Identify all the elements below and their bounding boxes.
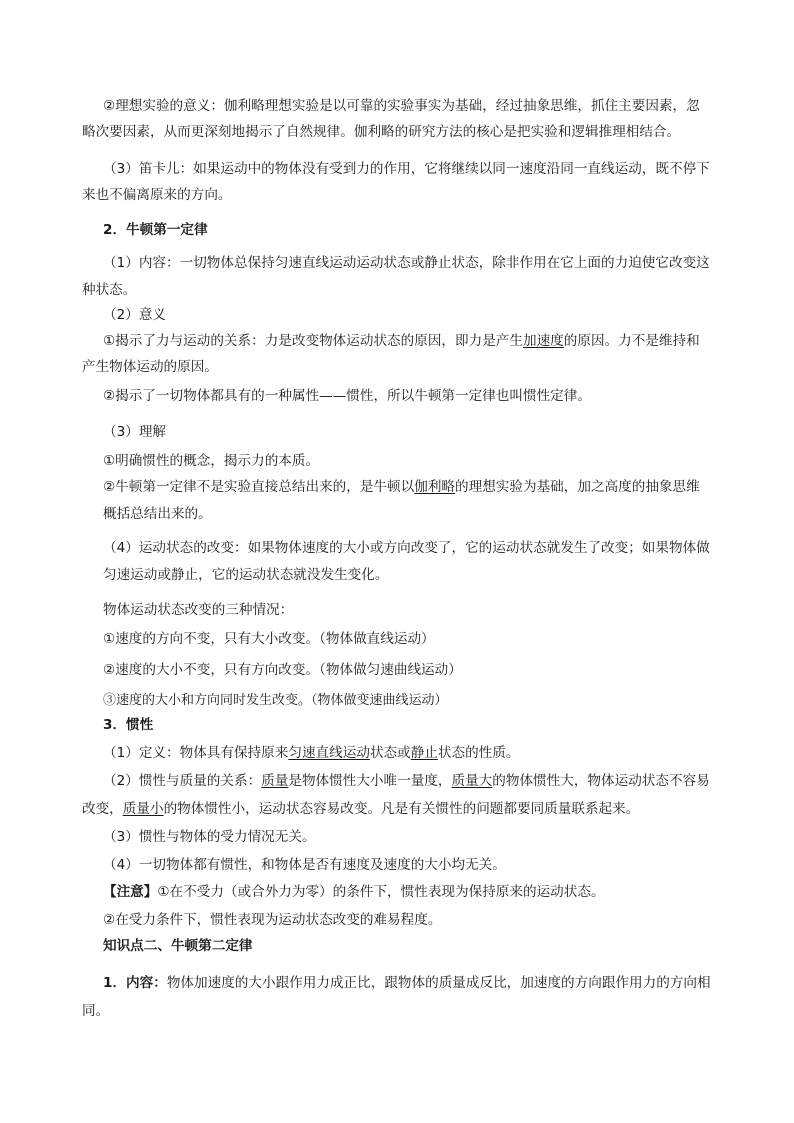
underlined-term: 加速度: [523, 333, 564, 349]
text-segment: （4）运动状态的改变：如果物体速度的大小或方向改变了，它的运动状态就发生了改变；如果物体做: [103, 540, 710, 556]
underlined-term: 质量小: [122, 801, 164, 817]
text-segment: ③速度的大小和方向同时发生改变。（物体做变速曲线运动）: [103, 693, 448, 708]
underlined-term: 质量: [261, 773, 289, 789]
text-segment: 改变，: [82, 801, 123, 817]
bold-text: 1．内容：: [103, 975, 167, 991]
text-segment: 概括总结出来的。: [103, 506, 212, 522]
text-line: [103, 630, 794, 648]
bold-text: 2．牛顿第一定律: [103, 222, 208, 238]
text-line: [103, 387, 794, 405]
underlined-term: 伽利略: [414, 479, 456, 495]
text-line: [103, 716, 794, 734]
text-line: [103, 856, 794, 874]
text-segment: ②揭示了一切物体都具有的一种属性——惯性，所以牛顿第一定律也叫惯性定律。: [103, 388, 591, 404]
text-segment: 的物体惯性小，运动状态容易改变。凡是有关惯性的问题都要同质量联系起来。: [163, 801, 640, 817]
text-line: [82, 186, 794, 204]
text-line: [82, 1002, 794, 1020]
text-segment: ②牛顿第一定律不是实验直接总结出来的，是牛顿以: [103, 479, 415, 495]
text-segment: （1）内容：一切物体总保持匀速直线运动运动状态或静止状态，除非作用在它上面的力迫使它改变这: [103, 255, 710, 271]
text-segment: 略次要因素，从而更深刻地揭示了自然规律。伽利略的研究方法的核心是把实验和逻辑推理相结合。: [82, 124, 681, 140]
text-segment: ①明确惯性的概念，揭示力的本质。: [103, 453, 320, 469]
text-segment: ①揭示了力与运动的关系：力是改变物体运动状态的原因，即力是产生: [103, 333, 523, 349]
text-segment: ②在受力条件下，惯性表现为运动状态改变的难易程度。: [103, 912, 442, 928]
text-line: [103, 221, 794, 239]
text-segment: ①速度的方向不变，只有大小改变。（物体做直线运动）: [103, 631, 435, 647]
text-line: [103, 661, 794, 679]
text-segment: （4）一切物体都有惯性，和物体是否有速度及速度的大小均无关。: [103, 857, 506, 873]
text-line: [103, 828, 794, 846]
text-line: [82, 800, 794, 818]
text-line: [103, 306, 794, 324]
text-line: [82, 358, 794, 376]
text-line: [103, 566, 794, 584]
text-segment: 状态的性质。: [437, 745, 520, 761]
text-line: [103, 911, 794, 929]
text-line: [103, 423, 794, 441]
text-line: [103, 744, 794, 762]
text-segment: （3）惯性与物体的受力情况无关。: [103, 829, 316, 845]
text-segment: 的理想实验为基础，加之高度的抽象思维: [455, 479, 700, 495]
text-segment: 是物体惯性大小唯一量度，: [288, 773, 452, 789]
text-segment: 状态或: [369, 745, 411, 761]
text-line: [103, 601, 794, 619]
text-segment: 的原因。力不是维持和: [563, 333, 700, 349]
text-segment: 同。: [82, 1003, 110, 1019]
text-line: [103, 505, 794, 523]
underlined-term: 质量大: [451, 773, 493, 789]
text-segment: 匀速运动或静止，它的运动状态就没发生变化。: [103, 567, 389, 583]
text-segment: （2）意义: [103, 307, 167, 323]
text-segment: 物体加速度的大小跟作用力成正比，跟物体的质量成反比，加速度的方向跟作用力的方向相: [166, 975, 711, 991]
text-segment: 来也不偏离原来的方向。: [82, 187, 232, 203]
text-segment: （1）定义：物体具有保持原来: [103, 745, 289, 761]
text-segment: ②速度的大小不变，只有方向改变。（物体做匀速曲线运动）: [103, 662, 462, 678]
underlined-term: 静止: [410, 745, 438, 761]
text-segment: 产生物体运动的原因。: [82, 359, 218, 375]
text-line: [103, 332, 794, 350]
text-line: [103, 883, 794, 901]
text-segment: （3）理解: [103, 424, 167, 440]
underlined-term: 匀速直线运动: [288, 745, 370, 761]
text-line: [103, 539, 794, 557]
text-segment: ②理想实验的意义：伽利略理想实验是以可靠的实验事实为基础，经过抽象思维，抓住主要因素，忽: [103, 98, 700, 114]
text-line: [103, 160, 794, 178]
bold-text: 【注意】: [103, 884, 158, 900]
text-segment: 物体运动状态改变的三种情况：: [103, 602, 294, 618]
text-line: [82, 281, 794, 299]
text-line: [103, 772, 794, 790]
bold-text: 知识点二、牛顿第二定律: [103, 938, 253, 954]
text-segment: 的物体惯性大，物体运动状态不容易: [492, 773, 710, 789]
text-segment: ①在不受力（或合外力为零）的条件下，惯性表现为保持原来的运动状态。: [157, 884, 605, 900]
text-line: [103, 452, 794, 470]
text-line: [103, 478, 794, 496]
text-line: [103, 97, 794, 115]
text-segment: 种状态。: [82, 282, 137, 298]
text-line: [103, 254, 794, 272]
text-line: [103, 937, 794, 955]
text-line: [103, 974, 794, 992]
text-segment: （2）惯性与质量的关系：: [103, 773, 262, 789]
text-line: [103, 692, 794, 710]
text-line: [82, 123, 794, 141]
bold-text: 3．惯性: [103, 717, 154, 733]
text-segment: （3）笛卡儿：如果运动中的物体没有受到力的作用，它将继续以同一速度沿同一直线运动，既不停下: [103, 161, 710, 177]
